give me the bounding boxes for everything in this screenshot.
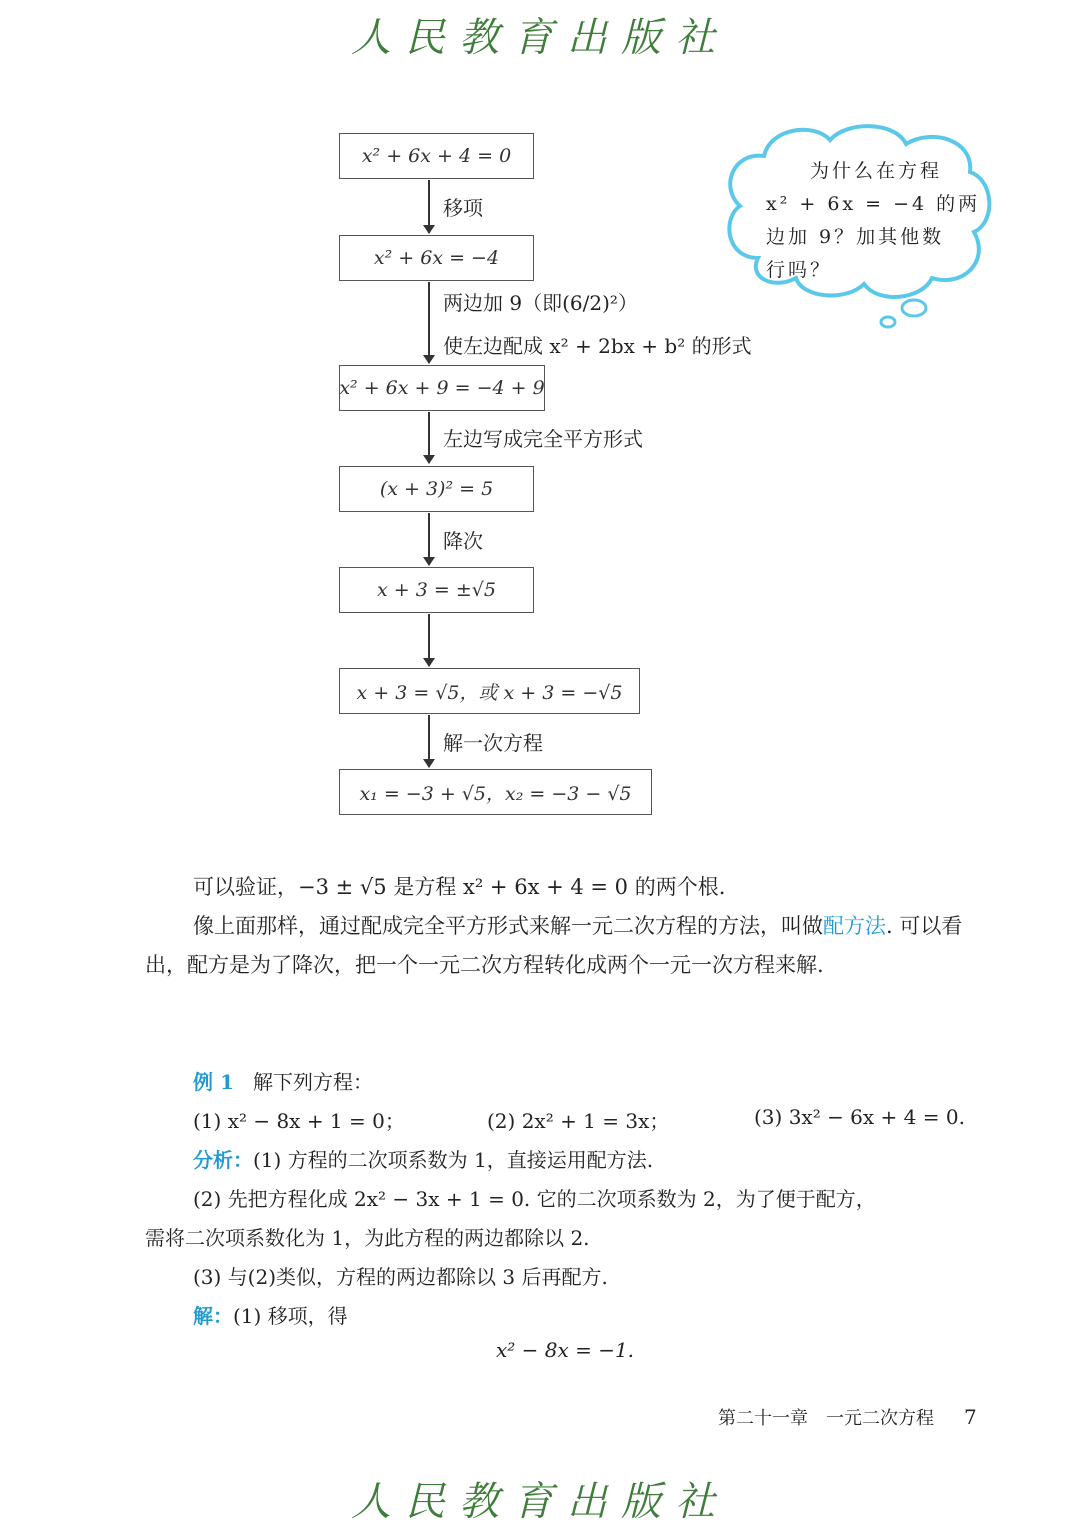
- flow-step-6: x + 3 = √5，或 x + 3 = −√5: [339, 668, 640, 714]
- analysis-1-line: [193, 1144, 653, 1173]
- publisher-watermark: 人民教育出版社: [351, 15, 729, 61]
- flow-label-move: 移项: [443, 196, 483, 220]
- solution-1-line: [193, 1300, 348, 1329]
- method-term: 配方法: [823, 914, 886, 938]
- flow-label-solve-linear: 解一次方程: [443, 731, 543, 755]
- flow-label-add-nine: 两边加 9（即(6/2)²）: [443, 291, 638, 315]
- analysis-2a: (2) 先把方程化成 2x² − 3x + 1 = 0. 它的二次项系数为 2，为了便于配方，: [193, 1187, 876, 1211]
- bubble-line-2: x² + 6x = −4 的两: [766, 193, 981, 215]
- bubble-line-1: 为什么在方程: [810, 160, 943, 182]
- solution-formula: x² − 8x = −1.: [495, 1338, 635, 1362]
- question-2: (2) 2x² + 1 = 3x；: [487, 1109, 670, 1133]
- analysis-3: (3) 与(2)类似，方程的两边都除以 3 后再配方.: [193, 1265, 608, 1289]
- chapter-title: 第二十一章 一元二次方程: [718, 1408, 934, 1429]
- bubble-line-4: 行吗？: [766, 259, 833, 281]
- flow-arrow-2: [428, 282, 430, 363]
- analysis-2b: 需将二次项系数化为 1，为此方程的两边都除以 2.: [145, 1226, 590, 1250]
- flow-label-make-form: 使左边配成 x² + 2bx + b² 的形式: [443, 334, 752, 358]
- flow-step-3: x² + 6x + 9 = −4 + 9: [339, 365, 545, 411]
- flow-arrow-1: [428, 180, 430, 233]
- page-footer: [718, 1404, 977, 1430]
- flow-step-7: x₁ = −3 + √5，x₂ = −3 − √5: [339, 769, 652, 815]
- flow-label-reduce: 降次: [443, 529, 483, 553]
- flow-label-write-square: 左边写成完全平方形式: [443, 427, 643, 451]
- question-3: (3) 3x² − 6x + 4 = 0.: [754, 1105, 965, 1129]
- flow-step-2: x² + 6x = −4: [339, 235, 534, 281]
- flow-arrow-4: [428, 513, 430, 565]
- flow-arrow-6: [428, 715, 430, 767]
- bubble-line-3: 边加 9？加其他数: [766, 226, 945, 248]
- verify-text: 可以验证，−3 ± √5 是方程 x² + 6x + 4 = 0 的两个根.: [193, 875, 726, 899]
- flow-step-5: x + 3 = ±√5: [339, 567, 534, 613]
- flow-step-4: (x + 3)² = 5: [339, 466, 534, 512]
- verify-paragraph: [145, 868, 990, 907]
- example-header: [193, 1066, 373, 1095]
- method-rest: . 可以看出，配方是为了降次，把一个一元二次方程转化成两个一元一次方程来解.: [145, 914, 963, 977]
- solution-1: (1) 移项，得: [233, 1304, 348, 1328]
- flow-arrow-3: [428, 412, 430, 463]
- method-intro: 像上面那样，通过配成完全平方形式来解一元二次方程的方法，叫做: [193, 914, 823, 938]
- publisher-watermark-bottom: 人民教育出版社: [351, 1479, 729, 1525]
- flow-step-1: x² + 6x + 4 = 0: [339, 133, 534, 179]
- example-label: 例 1: [193, 1070, 234, 1094]
- method-paragraph: [145, 907, 990, 985]
- analysis-1: (1) 方程的二次项系数为 1，直接运用配方法.: [253, 1148, 654, 1172]
- example-prompt: 解下列方程：: [252, 1070, 373, 1094]
- flow-arrow-5: [428, 614, 430, 666]
- question-1: (1) x² − 8x + 1 = 0；: [193, 1109, 405, 1133]
- solution-label: 解：: [193, 1304, 233, 1328]
- page-number: 7: [964, 1405, 977, 1429]
- analysis-label: 分析：: [193, 1148, 253, 1172]
